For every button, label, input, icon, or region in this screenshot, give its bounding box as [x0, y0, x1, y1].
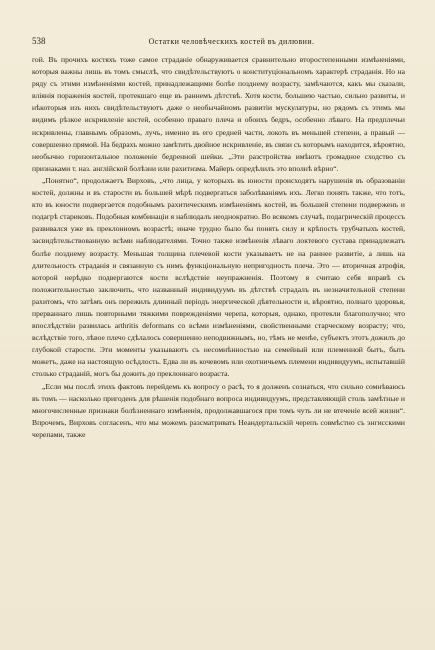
page-header	[32, 36, 405, 50]
paragraph: „Понятно“, продолжаетъ Вирховъ, „что лица, у которыхъ въ юности происходятъ нарушенія въ образованіи костей, должны и въ старости въ большей мѣрѣ подвергаться заболѣваніямъ ихъ. Легко понять также, что тотъ, кто въ юности подвергается подобнымъ рахитическимъ измѣненіямъ костей, въ большей степени подверженъ и подагрѣ стариковъ. Подобныя комбинаціи я наблюдалъ неоднократно. Во всякомъ случаѣ, подагрическій процессъ развивался уже въ преклонномъ возрастѣ; иначе трудно было бы понять силу и крѣпость трубчатыхъ костей, засвидѣтельствованную всѣми наблюдателями. Точно также измѣненія лѣваго локтевого сустава принадлежатъ болѣе позднему возрасту. Меньшая толщина плечевой кости указываетъ не на раннее развитіе, а лишь на длительность страданія и связанную съ нимъ функціональную непригодность плеча. Это — вторичная атрофія, которой нерѣдко подвергаются кости вслѣдствіе неупражненія. Поэтому я считаю себя вправѣ съ положительностью заключить, что названный индивидуумъ въ дѣтствѣ страдалъ въ незначительной степени рахитомъ, что затѣмъ онъ пережилъ длинный періодъ энергической дѣятельности и, вѣроятно, полнаго здоровья, прерваннаго лишь повторными тяжкими поврежденіями черепа, которыя, однако, протекли благополучно; что впослѣдствіи развилась arthritis deformans со всѣми измѣненіями, свойственными старческому возрасту; что, вслѣдствіе того, лѣвое плечо сдѣлалось совершенно неподвижнымъ, но, тѣмъ не менѣе, субъектъ этотъ дожилъ до глубокой старости. Эти моменты указываютъ съ несомнѣнностью на семейный или племенной бытъ, быть можетъ, даже на настоящую осѣдлость. Едва ли въ кочевомъ или охотничьемъ племени индивидуумъ, испытавшій столько страданій, могъ бы дожить до преклоннаго возраста.	[32, 175, 405, 379]
body-text	[32, 54, 405, 441]
page-number: 538	[32, 36, 46, 46]
running-title: Остатки человѣческихъ костей въ дилювии.	[148, 37, 315, 46]
paragraph: „Если мы послѣ этихъ фактовъ перейдемъ къ вопросу о расѣ, то я долженъ сознаться, что сильно сомнѣваюсь въ томъ — насколько пригоденъ для рѣшенія подобнаго вопроса индивидуумъ, представляющій столь замѣтные и многочисленные признаки болѣзненнаго измѣненія, продолжавшагося при томъ чуть ли не втеченіе всей жизни“. Впрочемъ, Вирховъ согласенъ, что мы можемъ разсматривать Неандертальскій черепъ совмѣстно съ энгисскими черепами, также	[32, 381, 405, 439]
paragraph: гой. Въ прочихъ костяхъ тоже самое страданіе обнаруживается сравнительно второстепенными измѣненіями, которыя важны лишь въ томъ смыслѣ, что свидѣтельствуютъ о конституціональномъ характерѣ страданія. Но на ряду съ этими измѣненіями костей, принадлежащими болѣе позднему возрасту, замѣчаются, какъ мы сказали, вліянія пораженія костей, протекшаго еще въ раннемъ дѣтствѣ. Хотя кости, большею частью, сильно развиты, и нѣкоторыя изъ нихъ свидѣтельствуютъ даже о необычайномъ развитіи мускулатуры, но рядомъ съ этимъ мы видимъ рѣзкое искривленіе костей, особенно праваго плеча и обоихъ бедръ, особенно лѣваго. На предплечьи искривлены, главнымъ образомъ, лучъ, именно въ его средней части, локоть въ меньшей степени, а правый — совершенно прямой. На бедрахъ можно замѣтить двойное искривленіе, въ связи съ которымъ находится, вѣроятно, необычно горизонтальное положеніе бедренной шейки. „Эти разстройства имѣютъ громадное сходство съ признаками т. наз. англійской болѣзни или рахитизма. Майеръ опредѣлилъ это вполнѣ вѣрно“.	[32, 55, 405, 173]
